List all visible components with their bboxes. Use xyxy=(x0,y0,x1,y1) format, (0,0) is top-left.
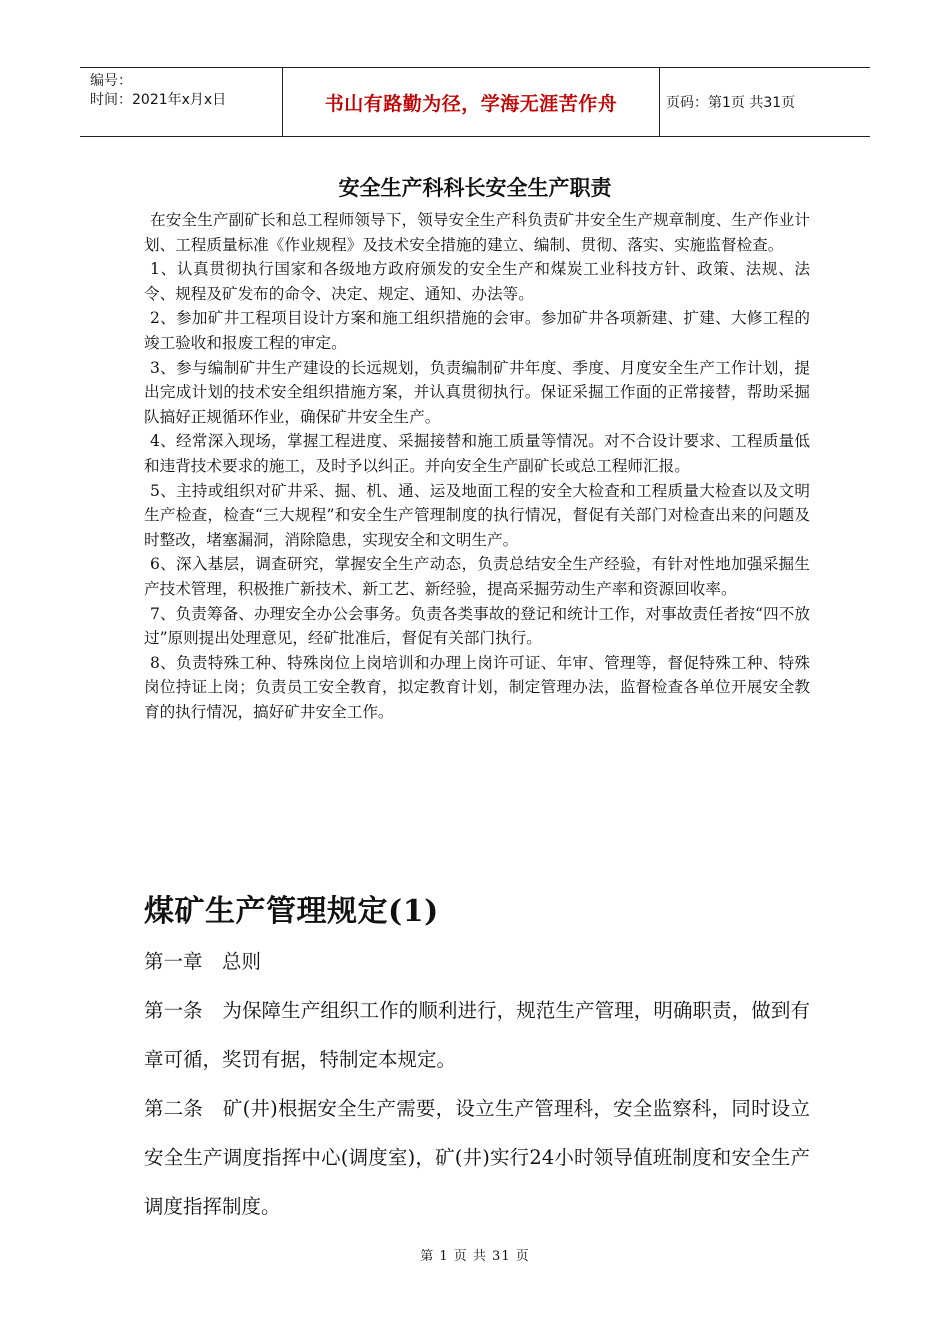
paragraph: 2、参加矿井工程项目设计方案和施工组织措施的会审。参加矿井各项新建、扩建、大修工程的竣工验收和报废工程的审定。 xyxy=(144,309,810,352)
paragraph: 1、认真贯彻执行国家和各级地方政府颁发的安全生产和煤炭工业科技方针、政策、法规、法令、规程及矿发布的命令、决定、规定、通知、办法等。 xyxy=(144,260,810,303)
paragraph: 7、负责筹备、办理安全办公会事务。负责各类事故的登记和统计工作，对事故责任者按“四不放过”原则提出处理意见，经矿批准后，督促有关部门执行。 xyxy=(144,604,810,648)
page-header xyxy=(80,67,870,137)
number-label: 编号： xyxy=(90,73,132,89)
section2-title: 煤矿生产管理规定(1) xyxy=(144,894,439,929)
header-page-info: 页码：第1页 共31页 xyxy=(666,95,796,111)
page-footer: 第 1 页 共 31 页 xyxy=(420,1249,530,1264)
paragraph: 第二条 矿(井)根据安全生产需要，设立生产管理科，安全监察科，同时设立安全生产调度指挥中心(调度室)，矿(井)实行24小时领导值班制度和安全生产调度指挥制度。 xyxy=(144,1097,810,1218)
section1-body xyxy=(144,208,810,724)
paragraph: 4、经常深入现场，掌握工程进度、采掘接替和施工质量等情况。对不合设计要求、工程质量低和违背技术要求的施工，及时予以纠正。并向安全生产副矿长或总工程师汇报。 xyxy=(144,432,810,475)
paragraph: 6、深入基层，调查研究，掌握安全生产动态，负责总结安全生产经验，有针对性地加强采掘生产技术管理，积极推广新技术、新工艺、新经验，提高采掘劳动生产率和资源回收率。 xyxy=(144,555,810,598)
paragraph: 5、主持或组织对矿井采、掘、机、通、运及地面工程的安全大检查和工程质量大检查以及文明生产检查，检查“三大规程”和安全生产管理制度的执行情况，督促有关部门对检查出来的问题及时整改，堵塞漏洞，消除隐患，实现安全和文明生产。 xyxy=(144,481,810,549)
time-label: 时间：2021年x月x日 xyxy=(90,92,227,108)
header-motto: 书山有路勤为径，学海无涯苦作舟 xyxy=(282,68,660,136)
section2-body xyxy=(144,937,810,1231)
paragraph: 第一条 为保障生产组织工作的顺利进行，规范生产管理，明确职责，做到有章可循，奖罚有据，特制定本规定。 xyxy=(144,999,810,1071)
paragraph: 在安全生产副矿长和总工程师领导下，领导安全生产科负责矿井安全生产规章制度、生产作业计划、工程质量标准《作业规程》及技术安全措施的建立、编制、贯彻、落实、实施监督检查。 xyxy=(144,211,810,254)
paragraph: 3、参与编制矿井生产建设的长远规划，负责编制矿井年度、季度、月度安全生产工作计划，提出完成计划的技术安全组织措施方案，并认真贯彻执行。保证采掘工作面的正常接替，帮助采掘队搞好正规循环作业，确保矿井安全生产。 xyxy=(144,358,810,426)
section1-title: 安全生产科科长安全生产职责 xyxy=(338,176,612,200)
header-meta xyxy=(80,68,282,136)
paragraph: 8、负责特殊工种、特殊岗位上岗培训和办理上岗许可证、年审、管理等，督促特殊工种、特殊岗位持证上岗；负责员工安全教育，拟定教育计划，制定管理办法，监督检查各单位开展安全教育的执行情况，搞好矿井安全工作。 xyxy=(144,653,810,721)
chapter-heading: 第一章 总则 xyxy=(144,950,262,973)
